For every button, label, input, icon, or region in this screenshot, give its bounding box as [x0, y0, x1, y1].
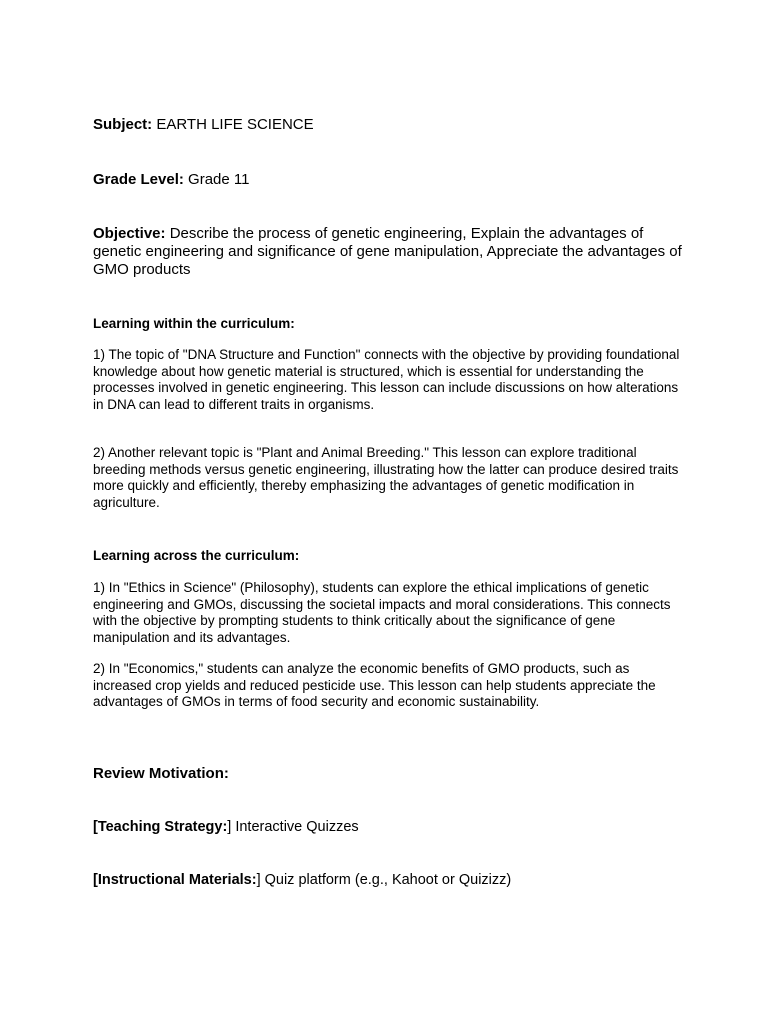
review-motivation-heading: Review Motivation: — [93, 765, 229, 782]
learning-across-paragraph-1: 1) In "Ethics in Science" (Philosophy), students can explore the ethical implications of genetic engineering and GMOs, discussing the societal impacts and moral considerations. This connects with the objective by prompting students to think critically about the significance of gene manipulation and its advantages. — [93, 580, 671, 645]
learning-within-heading: Learning within the curriculum: — [93, 316, 295, 331]
objective-block — [93, 225, 683, 279]
grade-level-label: Grade Level: — [93, 171, 184, 188]
instructional-materials-label: [Instructional Materials: — [93, 872, 257, 888]
subject-line — [93, 116, 683, 134]
subject-label: Subject: — [93, 116, 153, 133]
instructional-materials-line — [93, 871, 511, 889]
learning-across-paragraph-2: 2) In "Economics," students can analyze the economic benefits of GMO products, such as increased crop yields and reduced pesticide use. This lesson can help students appreciate the advantages of GMOs in terms of food security and economic sustainability. — [93, 661, 656, 710]
instructional-materials-bracket: ] — [256, 872, 261, 888]
grade-level-value: Grade 11 — [188, 171, 250, 188]
objective-text: Describe the process of genetic engineering, Explain the advantages of genetic engineering and significance of gene manipulation, Appreciate the advantages of GMO products — [93, 225, 682, 278]
learning-across-heading: Learning across the curriculum: — [93, 548, 300, 563]
teaching-strategy-value: Interactive Quizzes — [231, 819, 359, 835]
instructional-materials-value: Quiz platform (e.g., Kahoot or Quizizz) — [260, 872, 512, 888]
learning-within-paragraph-2: 2) Another relevant topic is "Plant and Animal Breeding." This lesson can explore traditional breeding methods versus genetic engineering, illustrating how the latter can produce desired traits more quickly and efficiently, thereby emphasizing the advantages of genetic modification in agriculture. — [93, 445, 679, 510]
grade-level-line — [93, 171, 683, 189]
objective-label: Objective: — [93, 225, 166, 242]
teaching-strategy-line — [93, 818, 359, 836]
teaching-strategy-label: [Teaching Strategy: — [93, 819, 228, 835]
teaching-strategy-bracket: ] — [227, 819, 232, 835]
subject-value: EARTH LIFE SCIENCE — [156, 116, 314, 133]
learning-within-paragraph-1: 1) The topic of "DNA Structure and Function" connects with the objective by providing foundational knowledge about how genetic material is structured, which is essential for understanding the processes involved in genetic engineering. This lesson can include discussions on how alterations in DNA can lead to different traits in organisms. — [93, 347, 680, 412]
